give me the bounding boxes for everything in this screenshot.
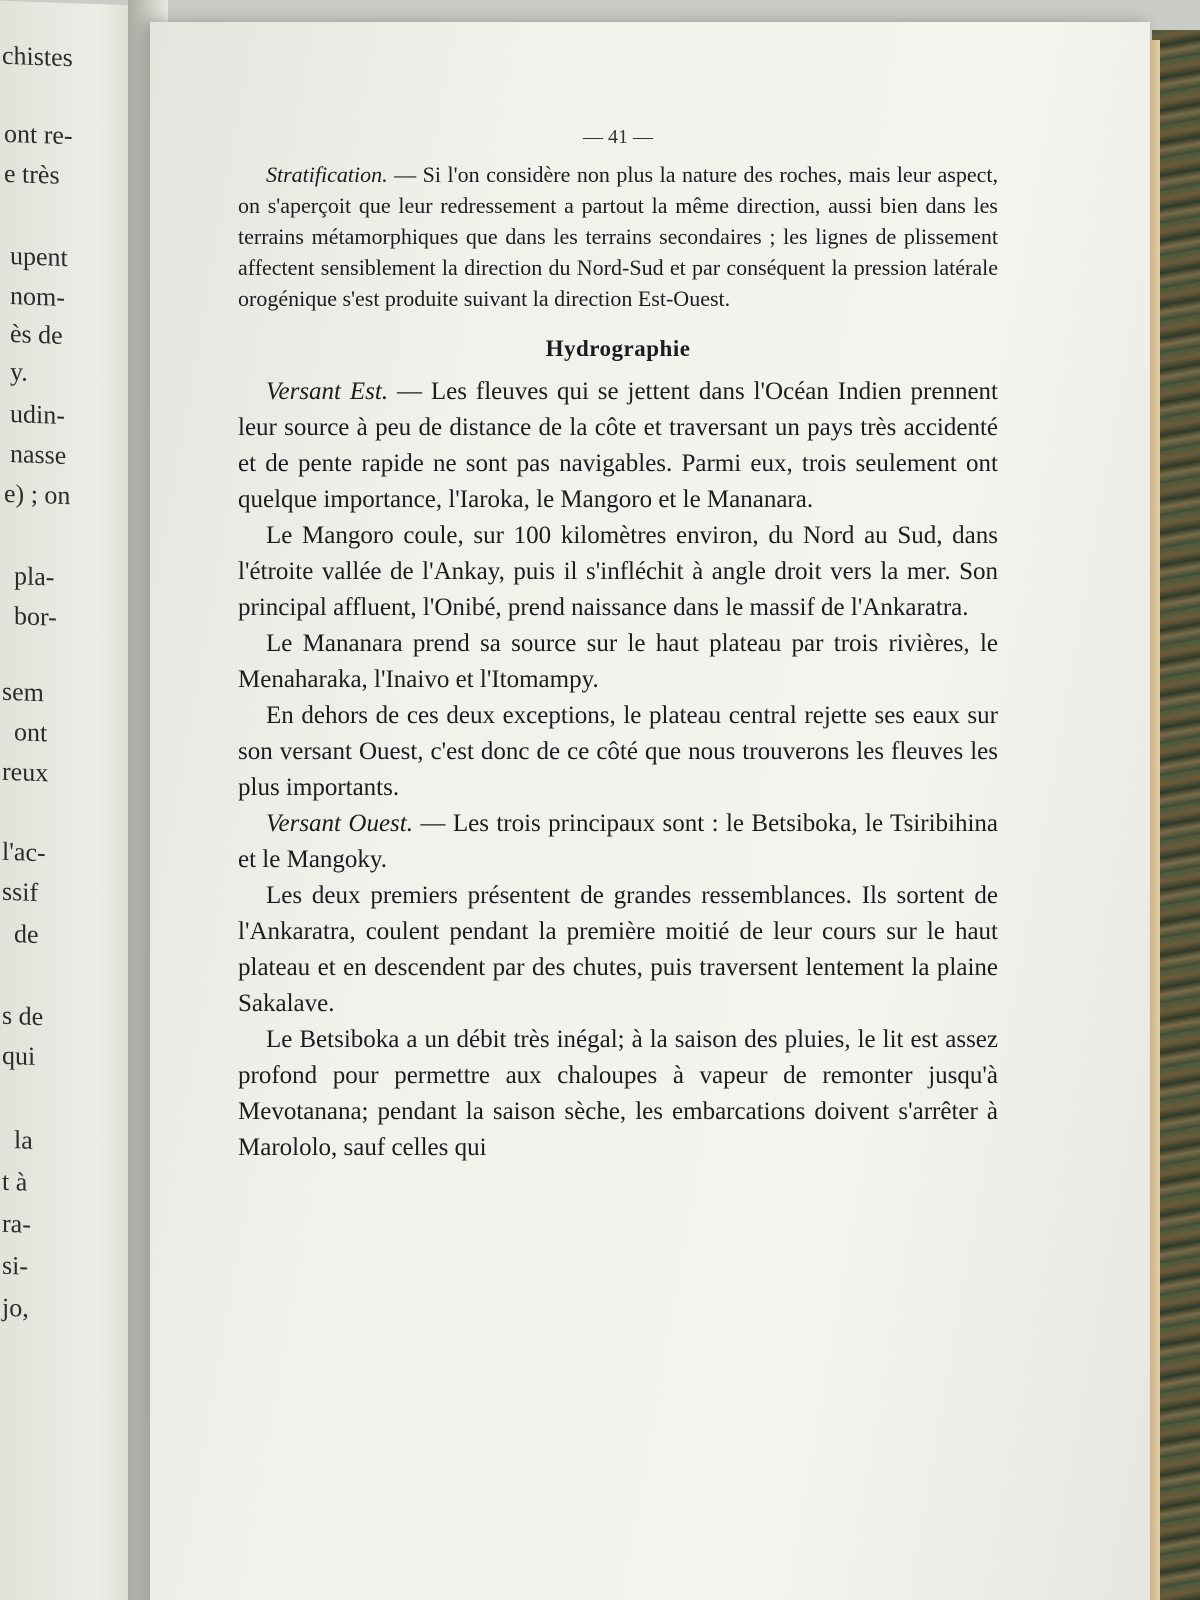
paragraph-text: Les deux premiers présentent de grandes ressemblances. Ils sortent de l'Ankaratra, coulent pendant la première moitié de leur cours sur le haut plateau et en descendent par des chutes, puis traversent lentement la plaine Sakalave.	[238, 882, 998, 1017]
page-content	[238, 126, 998, 1166]
left-page-fragment: nasse	[10, 439, 67, 471]
left-page-fragment: sem	[2, 676, 44, 708]
left-page-fragment: e) ; on	[4, 478, 71, 511]
paragraph-lead: Versant Est.	[266, 378, 389, 405]
left-page-fragment: ra-	[2, 1208, 31, 1239]
left-page-fragment: upent	[10, 241, 68, 273]
hydrography-text	[238, 374, 998, 1166]
page-number: — 41 —	[583, 126, 653, 148]
section-title: Hydrographie	[545, 336, 691, 361]
left-page-fragment: l'ac-	[2, 836, 46, 868]
paragraph	[238, 626, 998, 698]
left-page-fragment: ès de	[10, 319, 63, 350]
left-page-fragment: nom-	[10, 281, 65, 312]
left-page-fragment: reux	[2, 756, 49, 788]
left-page-fragment: de	[14, 919, 39, 950]
left-page-fragment: chistes	[2, 40, 73, 73]
left-page-fragment: y.	[10, 357, 28, 387]
paragraph-text: Le Mangoro coule, sur 100 kilomètres environ, du Nord au Sud, dans l'étroite vallée de l'Ankay, puis il s'infléchit à angle droit vers la mer. Son principal affluent, l'Onibé, prend naissance dans le massif de l'Ankaratra.	[238, 522, 998, 621]
paragraph-text: Le Mananara prend sa source sur le haut plateau par trois rivières, le Menaharaka, l'Inaivo et l'Itomampy.	[238, 630, 998, 693]
paragraph-text: En dehors de ces deux exceptions, le plateau central rejette ses eaux sur son versant Ouest, c'est donc de ce côté que nous trouverons les fleuves les plus importants.	[238, 702, 998, 801]
paragraph-text: Le Betsiboka a un débit très inégal; à la saison des pluies, le lit est assez profond pour permettre aux chaloupes à vapeur de remonter jusqu'à Mevotanana; pendant la saison sèche, les embarcations doivent s'arrêter à Marololo, sauf celles qui	[238, 1026, 998, 1161]
paragraph-text: — Les trois principaux sont : le Betsiboka, le Tsiribihina et le Mangoky.	[238, 810, 999, 873]
paragraph	[238, 374, 998, 518]
paragraph	[238, 1022, 998, 1166]
book-page	[150, 22, 1150, 1600]
stratification-paragraph	[238, 159, 998, 314]
paragraph-text: — Si l'on considère non plus la nature des roches, mais leur aspect, on s'aperçoit que leur redressement a partout la même direction, aussi bien dans les terrains métamorphiques que dans les terrains secondaires ; les lignes de plissement affectent sensiblement la direction du Nord-Sud et par conséquent la pression latérale orogénique s'est produite suivant la direction Est-Ouest.	[238, 162, 998, 311]
paragraph	[238, 518, 998, 626]
paragraph	[238, 698, 998, 806]
left-page-fragment: t à	[2, 1166, 28, 1197]
left-page-fragment: e très	[4, 158, 60, 190]
left-page-fragment: qui	[2, 1040, 36, 1071]
left-page-fragment: ont re-	[4, 118, 73, 151]
paragraph	[238, 806, 998, 878]
left-page-fragment: s de	[2, 1000, 44, 1032]
left-page-fragment: udin-	[10, 399, 65, 430]
left-page-fragment: jo,	[2, 1292, 29, 1323]
paragraph-lead: Versant Ouest.	[266, 810, 413, 837]
left-page-fragment: si-	[2, 1250, 28, 1281]
left-page-fragment: ssif	[2, 876, 39, 908]
left-page-fragment: ont	[14, 717, 48, 748]
paragraph	[238, 878, 998, 1022]
left-page-fragment: la	[14, 1125, 33, 1155]
paragraph-text: — Les fleuves qui se jettent dans l'Océan Indien prennent leur source à peu de distance de la côte et traversant un pays très accidenté et de pente rapide ne sont pas navigables. Parmi eux, trois seulement ont quelque importance, l'Iaroka, le Mangoro et le Mananara.	[238, 378, 998, 513]
left-page-fragment: pla-	[14, 561, 55, 592]
paragraph-lead: Stratification.	[266, 162, 388, 187]
left-page-fragment: bor-	[14, 601, 57, 632]
